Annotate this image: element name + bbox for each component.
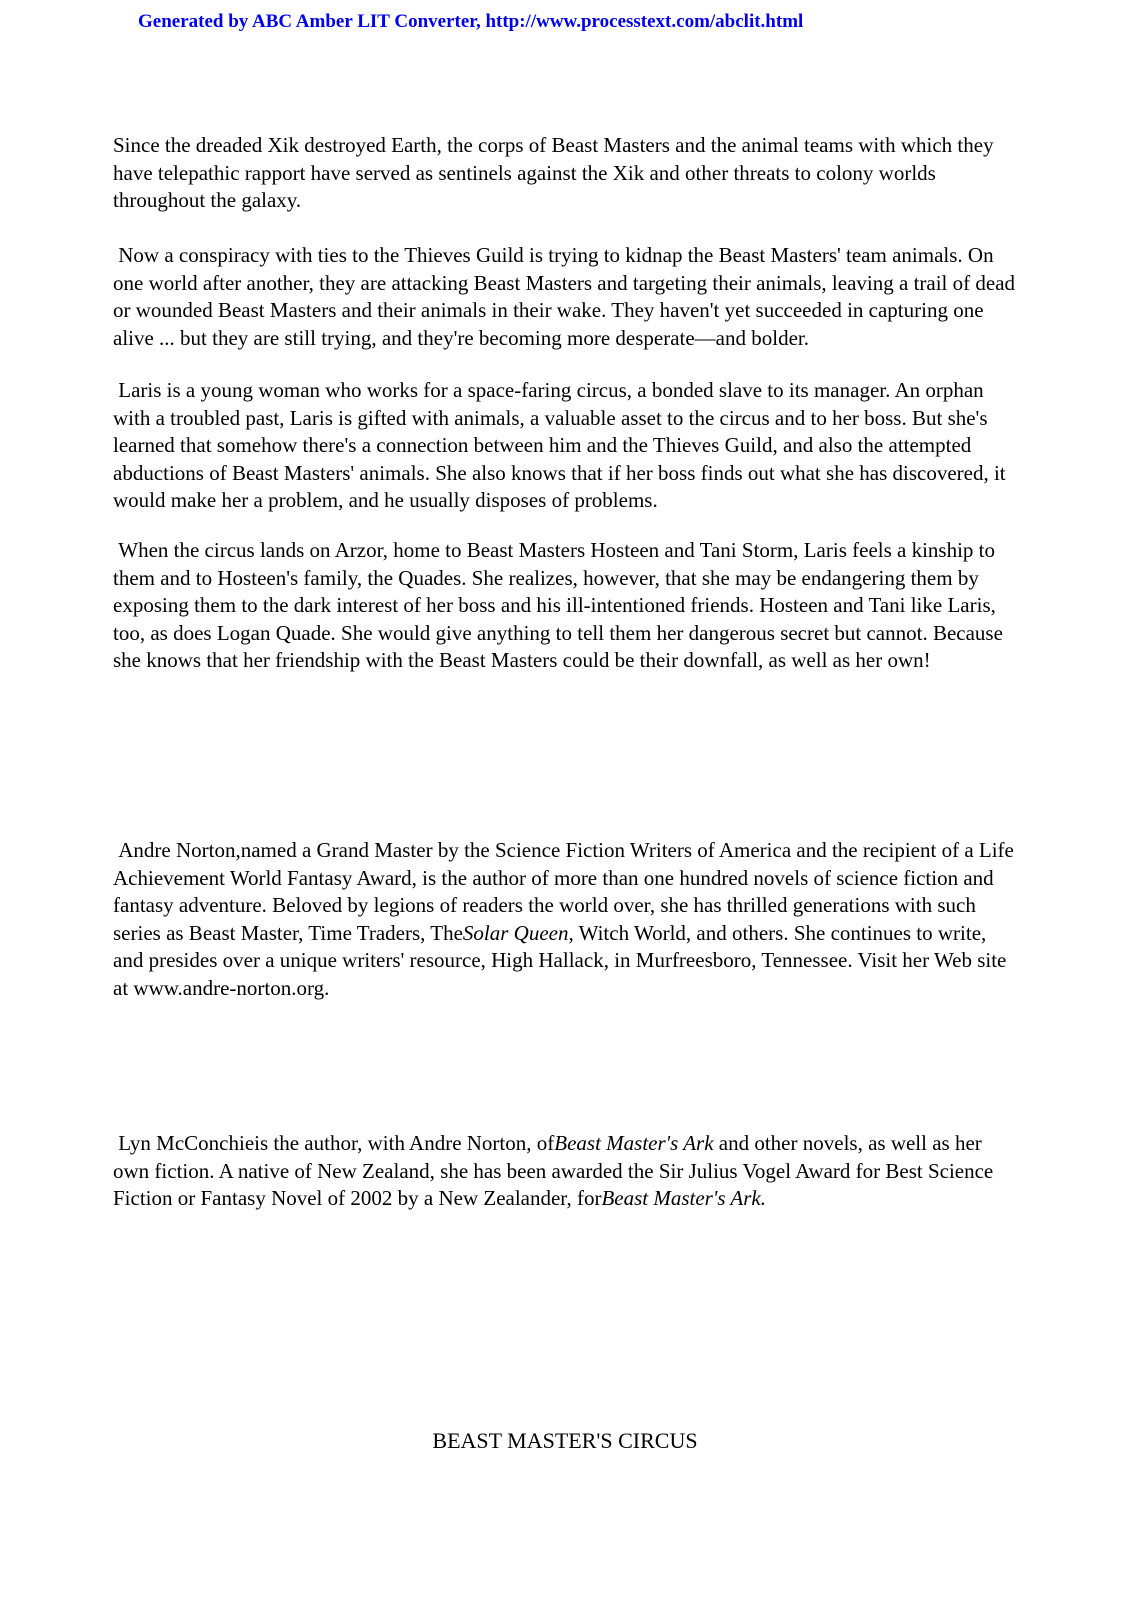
paragraph-author-bio-mcconchie: [113, 1130, 1018, 1213]
paragraph-synopsis-1: Since the dreaded Xik destroyed Earth, the corps of Beast Masters and the animal teams with which they have telepathic rapport have served as sentinels against the Xik and other threats to colony worlds throughout the galaxy.: [113, 133, 999, 212]
bio-norton-text-2: Witch World, and others. She continues to write, and presides over a unique writers' resource, High Hallack, in Murfreesboro, Tennessee. Visit her Web site at www.andre-norton.org.: [113, 920, 1012, 1000]
bio-norton-text-1: Andre Norton,named a Grand Master by the Science Fiction Writers of America and the recipient of a Life Achievement World Fantasy Award, is the author of more than one hundred novels of science fiction and fantasy adventure. Beloved by legions of readers the world over, she has thrilled generations with such series as Beast Master, Time Traders, The: [113, 838, 1018, 945]
bio-mcconchie-text-1: Lyn McConchieis the author, with Andre Norton, of: [113, 1131, 555, 1155]
book-title-beast-masters-ark: Beast Master's Ark: [554, 1131, 714, 1155]
book-title-heading: BEAST MASTER'S CIRCUS: [432, 1428, 698, 1453]
paragraph-synopsis-4: When the circus lands on Arzor, home to Beast Masters Hosteen and Tani Storm, Laris feels a kinship to them and to Hosteen's family, the Quades. She realizes, however, that she may be endangering them by exposing them to the dark interest of her boss and his ill-intentioned friends. Hosteen and Tani like Laris, too, as does Logan Quade. She would give anything to tell them her dangerous secret but cannot. Because she knows that her friendship with the Beast Masters could be their downfall, as well as her own!: [113, 538, 1009, 672]
book-title-solar-queen: Solar Queen,: [462, 920, 574, 945]
book-title-beast-masters-ark-2: Beast Master's Ark.: [601, 1186, 766, 1210]
paragraph-synopsis-2: Now a conspiracy with ties to the Thieves Guild is trying to kidnap the Beast Masters' team animals. On one world after another, they are attacking Beast Masters and targeting their animals, leaving a trail of dead or wounded Beast Masters and their animals in their wake. They haven't yet succeeded in capturing one alive ... but they are still trying, and they're becoming more desperate—and bolder.: [113, 243, 1021, 350]
paragraph-synopsis-3: Laris is a young woman who works for a space-faring circus, a bonded slave to its manager. An orphan with a troubled past, Laris is gifted with animals, a valuable asset to the circus and to her boss. But she's learned that somehow there's a connection between him and the Thieves Guild, and also the attempted abductions of Beast Masters' animals. She also knows that if her boss finds out what she has discovered, it would make her a problem, and he usually disposes of problems.: [113, 378, 1011, 512]
paragraph-author-bio-norton: [113, 837, 1018, 1002]
bio-mcconchie-text-2: and other novels, as well as her own fiction. A native of New Zealand, she has been awarded the Sir Julius Vogel Award for Best Science Fiction or Fantasy Novel of 2002 by a New Zealander, for: [113, 1131, 999, 1210]
converter-credit-link[interactable]: Generated by ABC Amber LIT Converter, http://www.processtext.com/abclit.html: [138, 11, 804, 32]
